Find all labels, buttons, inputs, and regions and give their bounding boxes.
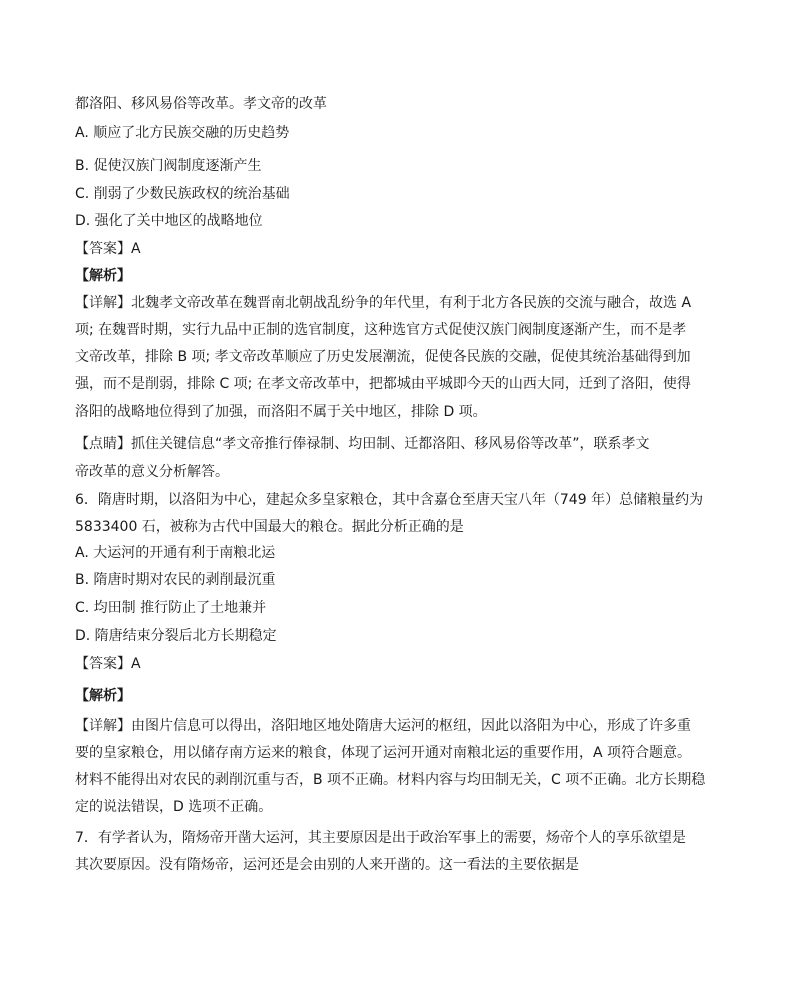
explanation-line: 材料不能得出对农民的剥削沉重与否，B 项不正确。材料内容与均田制无关，C 项不正确。北方长期稳	[75, 772, 706, 788]
question-6-line: 5833400 石，被称为古代中国最大的粮仓。据此分析正确的是	[75, 519, 464, 535]
text-line: 都洛阳、移风易俗等改革。孝文帝的改革	[75, 96, 327, 112]
option-b: B. 隋唐时期对农民的剥削最沉重	[75, 572, 276, 588]
option-a: A. 大运河的开通有利于南粮北运	[75, 545, 276, 561]
analysis-label: 【解析】	[75, 688, 131, 704]
key-point-line: 【点睛】抓住关键信息“孝文帝推行俸禄制、均田制、迁都洛阳、移风易俗等改革”，联系孝文	[75, 436, 650, 452]
explanation-line: 项; 在魏晋时期，实行九品中正制的选官制度，这种选官方式促使汉族门阀制度逐渐产生，而不是孝	[75, 322, 687, 338]
explanation-line: 定的说法错误，D 选项不正确。	[75, 799, 273, 815]
analysis-label: 【解析】	[75, 268, 131, 284]
explanation-line: 要的皇家粮仓，用以储存南方运来的粮食，体现了运河开通对南粮北运的重要作用，A 项符合题意。	[75, 745, 692, 761]
option-c: C. 削弱了少数民族政权的统治基础	[75, 186, 290, 202]
answer-label: 【答案】A	[75, 656, 141, 672]
explanation-line: 洛阳的战略地位得到了加强，而洛阳不属于关中地区，排除 D 项。	[75, 404, 487, 420]
key-point-line: 帝改革的意义分析解答。	[75, 464, 229, 480]
answer-label: 【答案】A	[75, 241, 141, 257]
question-7-line: 其次要原因。没有隋炀帝，运河还是会由别的人来开凿的。这一看法的主要依据是	[75, 857, 579, 873]
question-6-line: 6．隋唐时期，以洛阳为中心，建起众多皇家粮仓，其中含嘉仓至唐天宝八年（749 年）总储粮量约为	[75, 492, 704, 508]
option-d: D. 隋唐结束分裂后北方长期稳定	[75, 628, 277, 644]
option-d: D. 强化了关中地区的战略地位	[75, 213, 263, 229]
explanation-line: 文帝改革，排除 B 项; 孝文帝改革顺应了历史发展潮流，促使各民族的交融，促使其统治基础得到加	[75, 349, 691, 365]
explanation-line: 【详解】北魏孝文帝改革在魏晋南北朝战乱纷争的年代里，有利于北方各民族的交流与融合，故选 A	[75, 295, 692, 311]
option-a: A. 顺应了北方民族交融的历史趋势	[75, 125, 290, 141]
option-b: B. 促使汉族门阀制度逐渐产生	[75, 158, 262, 174]
option-c: C. 均田制 推行防止了土地兼并	[75, 600, 267, 616]
explanation-line: 【详解】由图片信息可以得出，洛阳地区地处隋唐大运河的枢纽，因此以洛阳为中心，形成了许多重	[75, 718, 691, 734]
question-7-line: 7．有学者认为，隋炀帝开凿大运河，其主要原因是出于政治军事上的需要，炀帝个人的享乐欲望是	[75, 830, 686, 846]
explanation-line: 强，而不是削弱，排除 C 项; 在孝文帝改革中，把都城由平城即今天的山西大同，迁到了洛阳，使得	[75, 376, 691, 392]
